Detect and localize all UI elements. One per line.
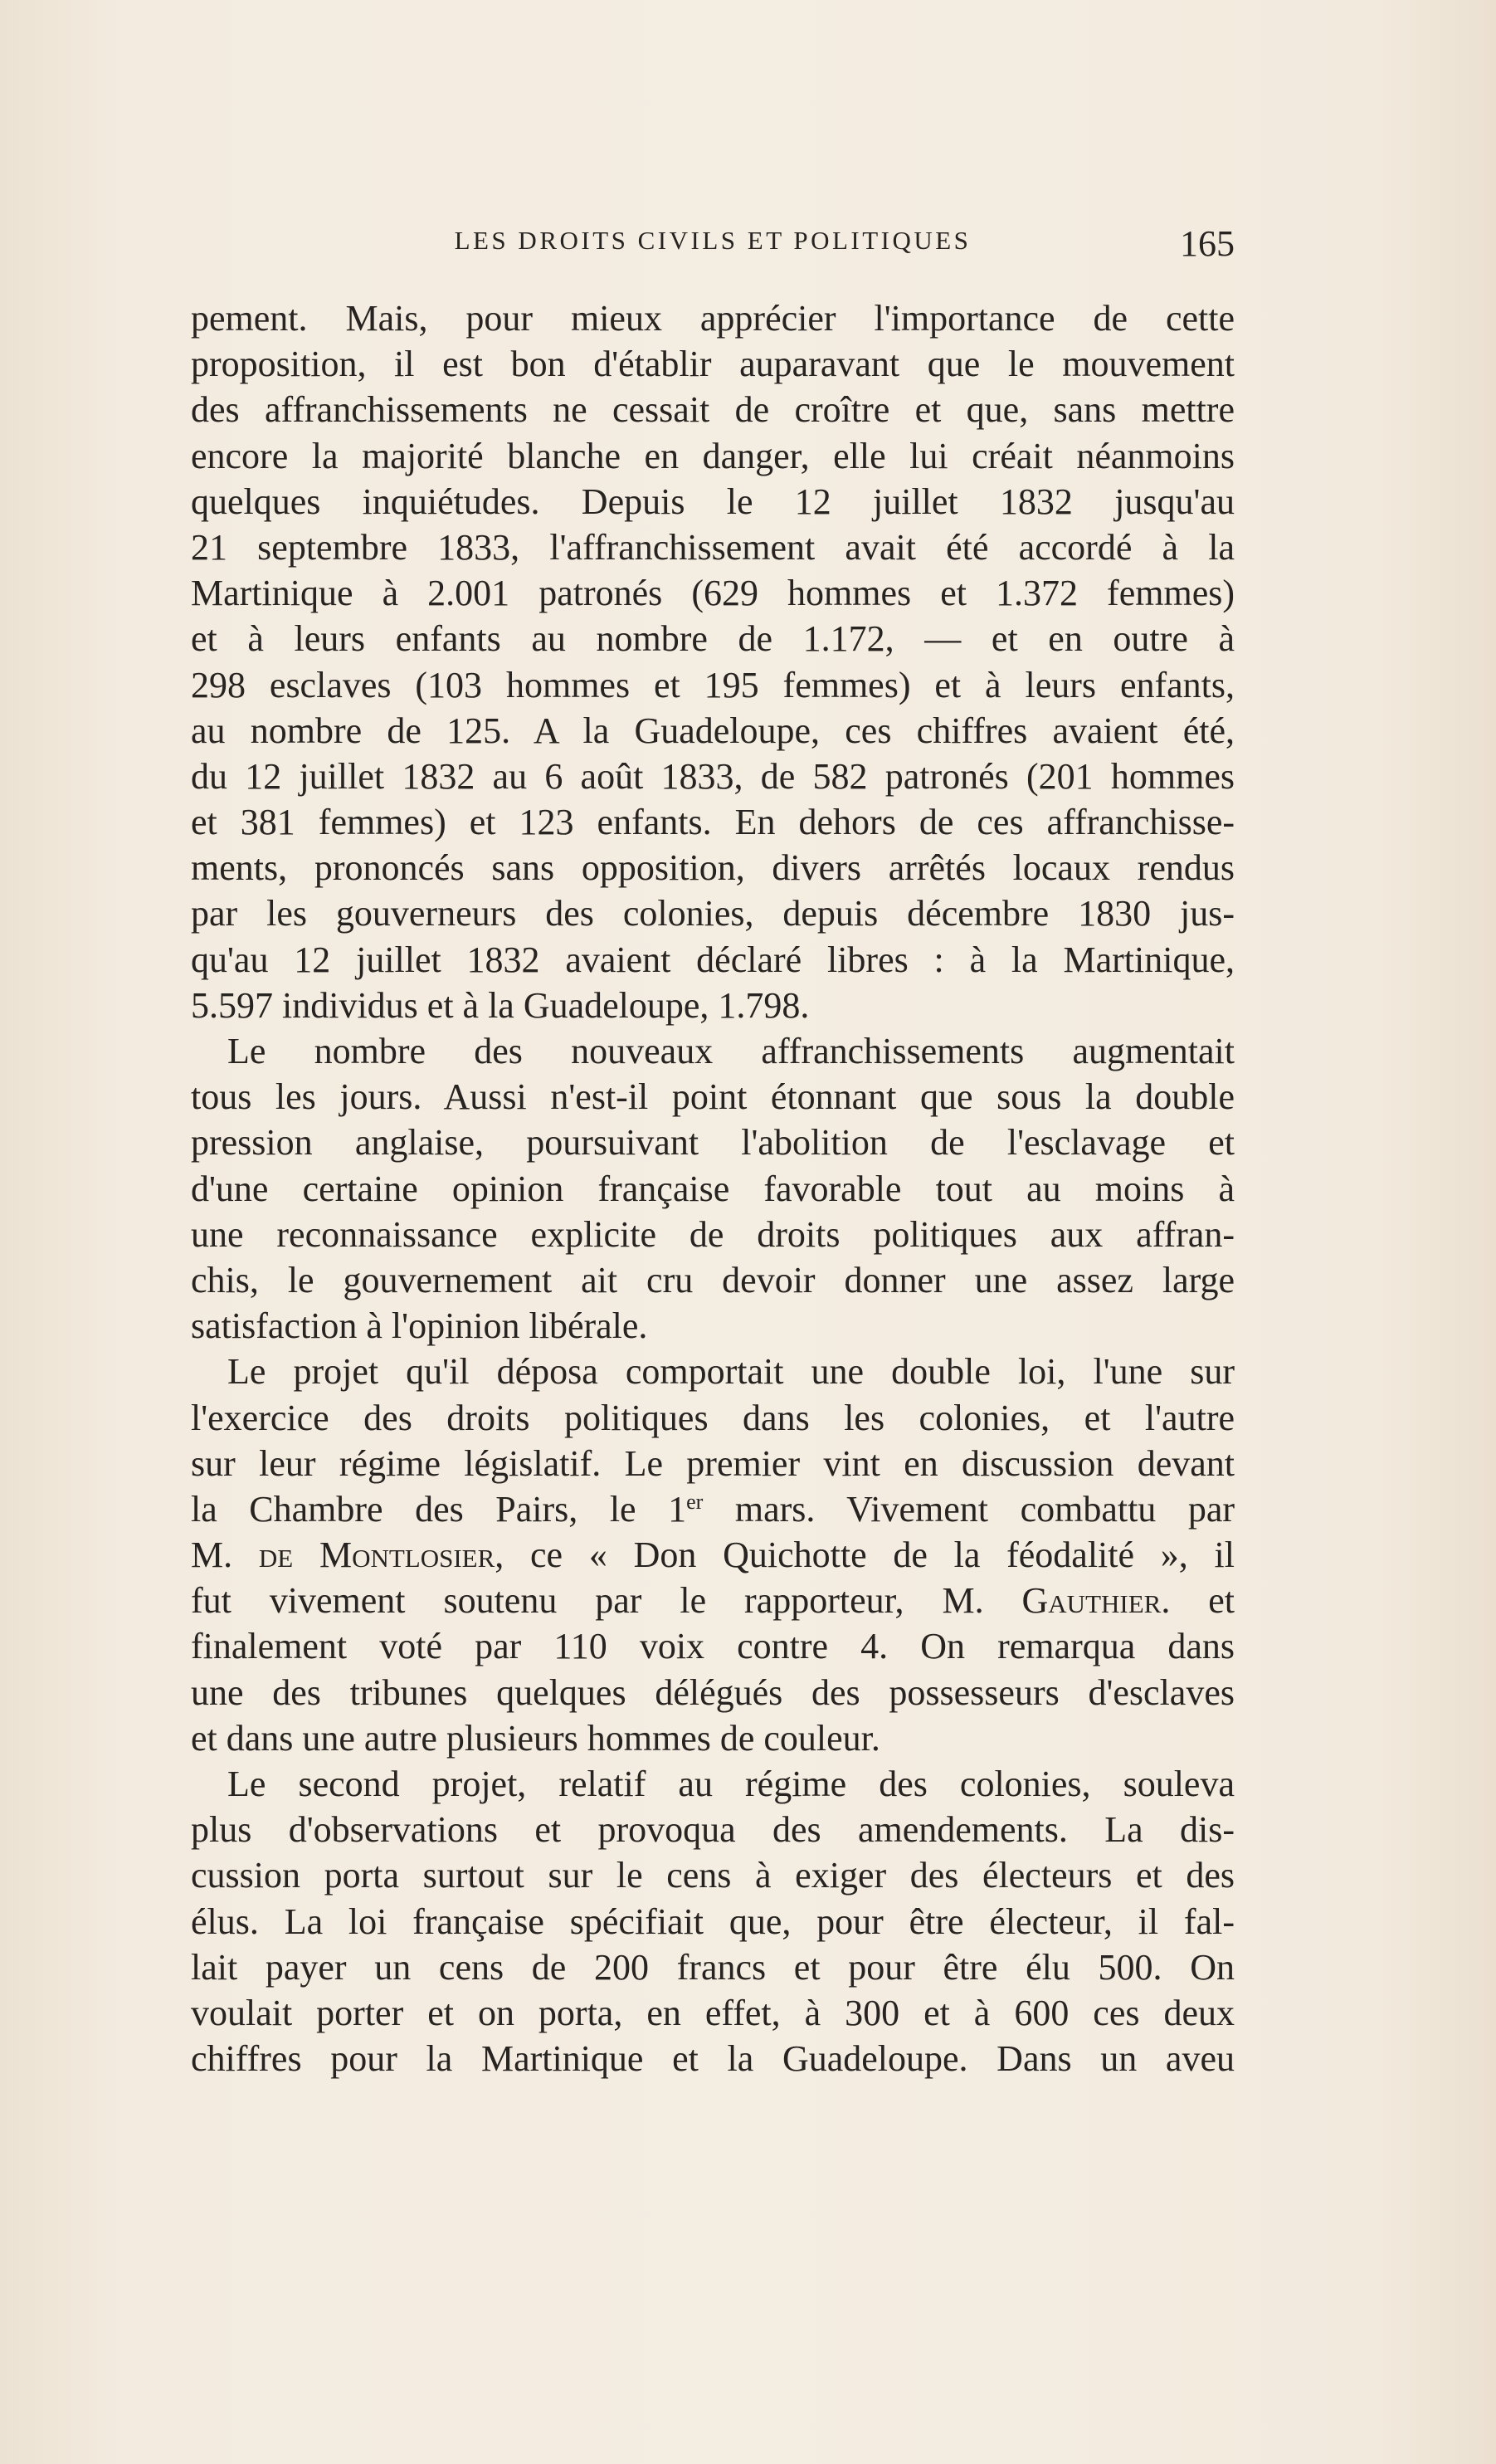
running-title: LES DROITS CIVILS ET POLITIQUES xyxy=(454,226,972,255)
text-line: Martinique à 2.001 patronés (629 hommes et 1.372 femmes) xyxy=(191,573,1235,614)
person-name: Gauthier xyxy=(1021,1580,1162,1622)
text-line: tous les jours. Aussi n'est-il point étonnant que sous la double xyxy=(191,1076,1235,1118)
text-line-composite xyxy=(191,1532,1235,1578)
text-line: quelques inquiétudes. Depuis le 12 juillet 1832 jusqu'au xyxy=(191,481,1235,522)
text-line: du 12 juillet 1832 au 6 août 1833, de 582 patronés (201 hommes xyxy=(191,755,1235,797)
text-line: au nombre de 125. A la Guadeloupe, ces chiffres avaient été, xyxy=(191,710,1235,751)
text-line: Le projet qu'il déposa comportait une double loi, l'une sur xyxy=(227,1351,1235,1393)
text-line: d'une certaine opinion française favorable tout au moins à xyxy=(191,1168,1235,1209)
text-line: l'exercice des droits politiques dans les colonies, et l'autre xyxy=(191,1397,1235,1438)
text-line: des affranchissements ne cessait de croître et que, sans mettre xyxy=(191,389,1235,431)
text-line: sur leur régime législatif. Le premier vint en discussion devant xyxy=(191,1442,1235,1484)
superscript: er xyxy=(686,1489,704,1514)
body-text xyxy=(191,295,1235,2081)
text-line: et 381 femmes) et 123 enfants. En dehors de ces affranchisse- xyxy=(191,802,1235,843)
text-line: par les gouverneurs des colonies, depuis décembre 1830 jus- xyxy=(191,893,1235,934)
person-name: de Montlosier xyxy=(258,1535,495,1576)
page-number: 165 xyxy=(1180,223,1235,264)
text-fragment: fut vivement soutenu par le rapporteur, M. xyxy=(191,1580,984,1622)
text-fragment: , ce « Don Quichotte de la féodalité », il xyxy=(495,1535,1235,1576)
text-line: cussion porta surtout sur le cens à exiger des électeurs et des xyxy=(191,1855,1235,1896)
text-line: Le second projet, relatif au régime des colonies, souleva xyxy=(227,1764,1235,1804)
running-head xyxy=(191,222,1235,264)
text-line: proposition, il est bon d'établir auparavant que le mouvement xyxy=(191,344,1235,385)
text-line-composite xyxy=(191,1486,1235,1532)
text-line: une des tribunes quelques délégués des possesseurs d'esclaves xyxy=(191,1671,1235,1713)
text-line: une reconnaissance explicite de droits politiques aux affran- xyxy=(191,1213,1235,1255)
text-line: 5.597 individus et à la Guadeloupe, 1.798. xyxy=(191,984,810,1026)
text-line: plus d'observations et provoqua des amendements. La dis- xyxy=(191,1809,1235,1851)
text-line: et à leurs enfants au nombre de 1.172, — et en outre à xyxy=(191,618,1235,660)
text-line: chiffres pour la Martinique et la Guadeloupe. Dans un aveu xyxy=(191,2038,1235,2080)
text-line: 21 septembre 1833, l'affranchissement avait été accordé à la xyxy=(191,526,1235,568)
text-line: satisfaction à l'opinion libérale. xyxy=(191,1305,648,1347)
text-fragment: 1 xyxy=(668,1488,687,1530)
text-line: finalement voté par 110 voix contre 4. On remarqua dans xyxy=(191,1626,1235,1667)
text-line: chis, le gouvernement ait cru devoir donner une assez large xyxy=(191,1259,1235,1300)
text-line: et dans une autre plusieurs hommes de couleur. xyxy=(191,1717,880,1759)
text-fragment: M. xyxy=(191,1535,233,1576)
text-line: ments, prononcés sans opposition, divers arrêtés locaux rendus xyxy=(191,847,1235,889)
text-fragment: mars. Vivement combattu par xyxy=(734,1488,1235,1530)
text-line: pement. Mais, pour mieux apprécier l'importance de cette xyxy=(191,298,1235,339)
text-line: lait payer un cens de 200 francs et pour être élu 500. On xyxy=(191,1946,1235,1988)
text-line: élus. La loi française spécifiait que, pour être électeur, il fal- xyxy=(191,1900,1235,1942)
text-line: encore la majorité blanche en danger, elle lui créait néanmoins xyxy=(191,435,1235,476)
text-line: pression anglaise, poursuivant l'abolition de l'esclavage et xyxy=(191,1122,1235,1164)
text-fragment: la Chambre des Pairs, le xyxy=(191,1488,636,1530)
text-line-composite xyxy=(191,1578,1235,1623)
text-line: Le nombre des nouveaux affranchissements augmentait xyxy=(227,1031,1235,1071)
text-fragment: . et xyxy=(1161,1580,1235,1622)
text-line: qu'au 12 juillet 1832 avaient déclaré libres : à la Martinique, xyxy=(191,939,1235,980)
text-line: 298 esclaves (103 hommes et 195 femmes) et à leurs enfants, xyxy=(191,664,1235,705)
text-line: voulait porter et on porta, en effet, à 300 et à 600 ces deux xyxy=(191,1992,1235,2033)
